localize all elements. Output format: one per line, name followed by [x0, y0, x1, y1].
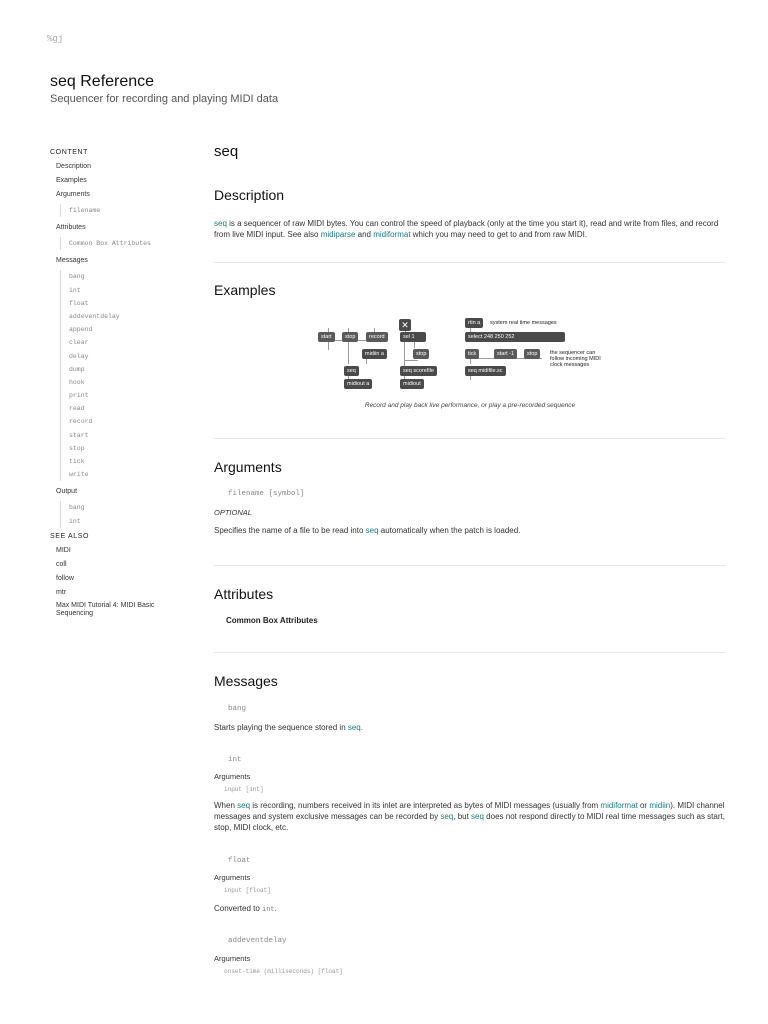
sidebar-item-messages[interactable]: Messages — [56, 257, 88, 265]
description-text-1: is a sequencer of raw MIDI bytes. You can control the speed of playback (only at the time you start it), read and write from files, and record from live MIDI input. See also — [214, 219, 719, 239]
sidebar-item-hook[interactable]: hook — [69, 378, 85, 386]
follow-comment: the sequencer can follow incoming MIDI clock messages — [550, 350, 601, 368]
sidebar-item-start[interactable]: start — [69, 431, 89, 439]
sidebar-attributes-list — [60, 237, 190, 250]
description-text-3: which you may need to get to and from raw MIDI. — [410, 230, 588, 239]
sidebar-messages-list — [60, 270, 190, 481]
sidebar-output-list — [60, 501, 190, 527]
sidebar-item-addeventdelay[interactable]: addeventdelay — [69, 312, 120, 320]
int-description-text-1: When — [214, 801, 238, 810]
select-object[interactable]: select 248 250 252 — [465, 332, 565, 342]
addeventdelay-arguments-label: Arguments — [214, 954, 251, 963]
sidebar-arguments-list — [60, 204, 190, 217]
see-also-follow[interactable]: follow — [56, 574, 74, 582]
sidebar-item-int[interactable]: int — [69, 286, 81, 294]
see-also-coll[interactable]: coll — [56, 560, 67, 568]
patch-cord — [404, 360, 418, 361]
midiparse-link[interactable]: midiparse — [320, 230, 356, 239]
content-heading: CONTENT — [50, 149, 89, 156]
message-bang-name: bang — [228, 705, 247, 713]
message-addeventdelay-name: addeventdelay — [228, 937, 287, 945]
seq-midifile-object[interactable]: seq midifile.sc — [465, 366, 506, 376]
seq-link[interactable]: seq — [347, 723, 361, 732]
sidebar-item-print[interactable]: print — [69, 392, 89, 400]
int-description-text-4: ). MIDI channel messages and system exclusive messages can be recorded by — [214, 801, 725, 821]
midiout-object-2[interactable]: midiout — [400, 379, 424, 389]
int-code: int — [262, 906, 275, 914]
int-description-text-2: is recording, numbers received in its inlet are interpreted as bytes of MIDI messages (usually from — [250, 801, 601, 810]
midiin-link[interactable]: midiin — [649, 801, 671, 810]
int-description-text-6: does not respond directly to MIDI real time messages such as start, stop, MIDI clock, etc. — [214, 812, 725, 832]
see-also-midi[interactable]: MIDI — [56, 546, 71, 554]
seq-scorefile-object[interactable]: seq scorefile — [400, 366, 437, 376]
divider — [214, 262, 726, 263]
message-float-description — [214, 903, 726, 916]
rt-comment: system real time messages — [490, 320, 557, 326]
argument-description-text-2: automatically when the patch is loaded. — [378, 526, 521, 535]
message-int-name: int — [228, 756, 242, 764]
divider — [214, 438, 726, 439]
arguments-heading: Arguments — [214, 459, 282, 475]
object-name-heading: seq — [214, 143, 239, 160]
examples-heading: Examples — [214, 282, 276, 298]
description-text-2: and — [355, 230, 374, 239]
addeventdelay-argument: onset-time (milliseconds) [float] — [224, 968, 343, 975]
seq-link[interactable]: seq — [365, 526, 379, 535]
divider — [214, 652, 726, 653]
see-also-heading: SEE ALSO — [50, 532, 90, 540]
float-argument: input [float] — [224, 887, 271, 894]
int-description-text-3: or — [637, 801, 650, 810]
sidebar-item-write[interactable]: write — [69, 471, 89, 479]
example-patch — [314, 316, 601, 396]
stop-message[interactable]: stop — [342, 332, 358, 342]
page-title: seq Reference — [50, 73, 155, 90]
common-box-attributes[interactable]: Common Box Attributes — [226, 616, 318, 625]
sidebar-item-output[interactable]: Output — [56, 488, 78, 496]
record-message[interactable]: record — [366, 332, 388, 342]
midiin-object[interactable]: midiin a — [362, 349, 387, 359]
argument-signature: filename [symbol] — [228, 490, 305, 498]
start-neg-message[interactable]: start -1 — [494, 349, 517, 359]
float-description-text-2: . — [274, 904, 277, 913]
stop-message-3[interactable]: stop — [524, 349, 540, 359]
description-text — [214, 218, 726, 240]
sidebar-item-common-box-attributes[interactable]: Common Box Attributes — [69, 240, 151, 248]
bang-description-text-2: . — [360, 723, 363, 732]
sidebar-item-record[interactable]: record — [69, 418, 93, 426]
sidebar-item-delay[interactable]: delay — [69, 352, 89, 360]
divider — [214, 565, 726, 566]
seq-link[interactable]: seq — [440, 812, 454, 821]
start-message[interactable]: start — [318, 332, 335, 342]
int-arguments-label: Arguments — [214, 772, 251, 781]
see-also-tutorial[interactable]: Max MIDI Tutorial 4: MIDI Basic Sequencing — [56, 601, 155, 617]
stop-message-2[interactable]: stop — [413, 349, 429, 359]
message-bang-description — [214, 722, 726, 733]
seq-object[interactable]: seq — [344, 366, 359, 376]
sidebar-item-clear[interactable]: clear — [69, 339, 89, 347]
seq-link[interactable]: seq — [471, 812, 484, 821]
sidebar-item-attributes[interactable]: Attributes — [56, 224, 86, 232]
bang-description-text-1: Starts playing the sequence stored in — [214, 723, 348, 732]
messages-heading: Messages — [214, 673, 278, 689]
float-arguments-label: Arguments — [214, 873, 251, 882]
tick-message[interactable]: tick — [465, 349, 479, 359]
sidebar-item-bang[interactable]: bang — [69, 273, 85, 281]
sidebar-item-tick[interactable]: tick — [69, 458, 85, 465]
seq-link[interactable]: seq — [237, 801, 251, 810]
sidebar-item-output-bang[interactable]: bang — [69, 504, 85, 512]
sidebar-item-description[interactable]: Description — [56, 163, 92, 170]
sidebar-item-examples[interactable]: Examples — [56, 177, 87, 184]
sidebar-item-arguments[interactable]: Arguments — [56, 191, 90, 198]
page-subtitle: Sequencer for recording and playing MIDI data — [50, 93, 279, 105]
sidebar-item-read[interactable]: read — [69, 405, 85, 413]
attributes-heading: Attributes — [214, 586, 274, 602]
toggle-icon[interactable]: ✕ — [399, 319, 411, 331]
see-also-mtr[interactable]: mtr — [56, 588, 67, 596]
optional-label: OPTIONAL — [214, 508, 252, 517]
message-int-description — [214, 800, 726, 833]
sel-object[interactable]: sel 1 — [400, 332, 426, 342]
int-argument: input [int] — [224, 786, 264, 793]
argument-description — [214, 525, 726, 536]
sidebar-item-output-int[interactable]: int — [69, 517, 81, 525]
example-caption: Record and play back live performance, or play a pre-recorded sequence — [364, 402, 576, 409]
float-description-text-1: Converted to — [214, 904, 263, 913]
rtin-object[interactable]: rtin a — [465, 318, 483, 328]
message-float-name: float — [228, 857, 251, 865]
sidebar-item-float[interactable]: float — [69, 299, 89, 307]
midiout-object[interactable]: midiout a — [344, 379, 372, 389]
midiformat-link[interactable]: midiformat — [600, 801, 638, 810]
midiformat-link[interactable]: midiformat — [373, 230, 411, 239]
seq-link[interactable]: seq — [214, 219, 227, 228]
sidebar-item-append[interactable]: append — [69, 326, 93, 334]
sidebar — [50, 148, 190, 620]
description-heading: Description — [214, 187, 285, 203]
sidebar-item-filename[interactable]: filename — [69, 207, 101, 214]
patch-cord — [348, 340, 349, 364]
sidebar-item-dump[interactable]: dump — [69, 365, 85, 373]
sidebar-item-stop[interactable]: stop — [69, 444, 85, 452]
logo: %gj — [47, 34, 64, 44]
argument-description-text-1: Specifies the name of a file to be read into — [214, 526, 366, 535]
int-description-text-5: , but — [453, 812, 472, 821]
